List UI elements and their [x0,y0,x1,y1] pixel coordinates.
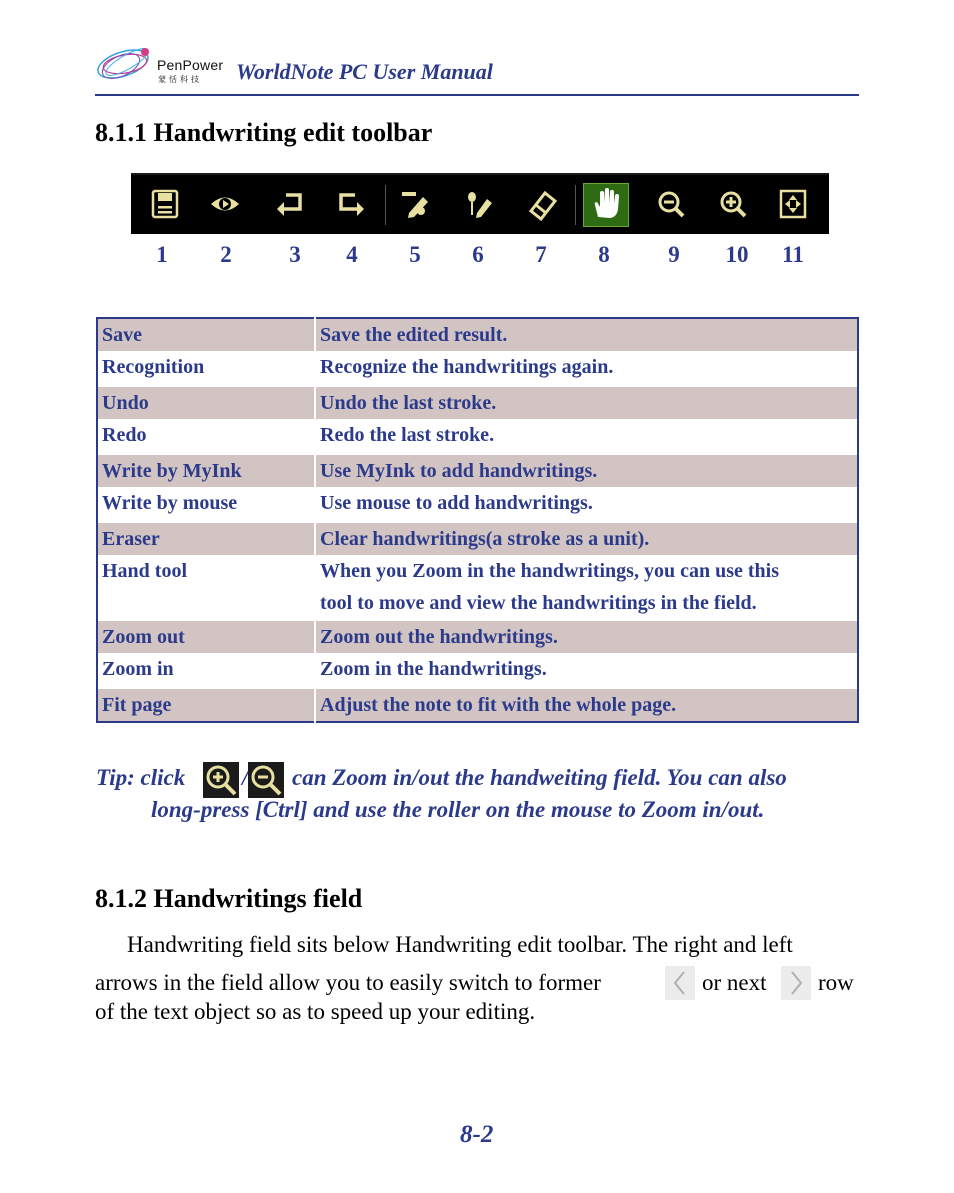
tool-description: Recognize the handwritings again. [320,356,614,378]
table-row [97,455,858,487]
tip-line-2: long-press [Ctrl] and use the roller on the mouse to Zoom in/out. [151,797,765,822]
tool-name: Write by mouse [97,487,315,523]
tool-name: Eraser [97,523,315,555]
zoom-out-icon [655,187,687,221]
tool-description: Zoom in the handwritings. [320,658,547,680]
toolbar-number-3: 3 [289,242,301,267]
penpower-swirl-icon [95,42,157,88]
penpower-logo [95,42,235,88]
tool-name: Undo [97,387,315,419]
toolbar-number-10: 10 [725,242,749,267]
body-text-line: Handwriting field sits below Handwriting edit toolbar. The right and left [127,932,793,957]
table-row [97,419,858,455]
body-text-fragment: or next [702,970,767,995]
toolbar-number-2: 2 [220,242,232,267]
toolbar-separator [575,185,576,225]
tool-description: Clear handwritings(a stroke as a unit). [315,523,858,555]
manual-title: WorldNote PC User Manual [236,59,493,84]
left-arrow-icon [665,966,695,1000]
brand-name: PenPower [157,57,224,73]
page-header [95,40,859,96]
tool-description-line: When you Zoom in the handwritings, you can use this [320,560,779,582]
section-title-toolbar: 8.1.1 Handwriting edit toolbar [95,118,433,147]
tool-description: Use mouse to add handwritings. [320,492,593,514]
body-text-line: arrows in the field allow you to easily switch to former [95,970,601,995]
eraser-icon [527,187,559,221]
tool-description: Save the edited result. [315,318,858,351]
tool-description-line: tool to move and view the handwritings in the field. [320,592,757,614]
toolbar-number-7: 7 [535,242,547,267]
toolbar-number-9: 9 [668,242,680,267]
toolbar-number-5: 5 [409,242,421,267]
table-row [97,318,858,351]
tool-description: Use MyInk to add handwritings. [315,455,858,487]
tool-name: Zoom out [97,621,315,653]
toolbar-number-11: 11 [782,242,804,267]
write-by-myink-icon [399,187,431,221]
tool-name: Hand tool [97,555,315,621]
redo-icon [335,187,367,221]
tip-prefix: Tip: click [96,765,186,790]
table-row [97,555,858,621]
toolbar-description-table [96,317,859,723]
fit-page-icon [777,187,809,221]
tool-name: Redo [97,419,315,455]
toolbar-number-6: 6 [472,242,484,267]
brand-sub: 蒙恬科技 [158,75,202,84]
save-icon [149,187,181,221]
tool-description: Zoom out the handwritings. [315,621,858,653]
body-text-line: of the text object so as to speed up your editing. [95,999,536,1024]
tool-name: Fit page [97,689,315,722]
table-row [97,351,858,387]
zoom-in-icon [203,762,239,798]
hand-tool-icon [590,187,622,221]
table-row [97,487,858,523]
recognition-icon [209,187,241,221]
tool-name: Recognition [97,351,315,387]
tool-name: Save [97,318,315,351]
zoom-out-icon [248,762,284,798]
tool-description [315,555,858,621]
body-text-fragment: row [818,970,854,995]
tip-slash: / [242,765,249,790]
page-number: 8-2 [460,1121,494,1148]
tool-name: Write by MyInk [97,455,315,487]
tool-description: Redo the last stroke. [320,424,495,446]
handwriting-edit-toolbar [131,173,829,234]
table-row [97,689,858,722]
table-row [97,387,858,419]
undo-icon [274,187,306,221]
tool-description: Undo the last stroke. [315,387,858,419]
write-by-mouse-icon [463,187,495,221]
toolbar-number-1: 1 [156,242,168,267]
toolbar-number-4: 4 [346,242,358,267]
section-title-field: 8.1.2 Handwritings field [95,884,363,913]
right-arrow-icon [781,966,811,1000]
table-row [97,523,858,555]
toolbar-number-8: 8 [598,242,610,267]
tool-name: Zoom in [97,653,315,689]
toolbar-separator [385,185,386,225]
tool-description: Adjust the note to fit with the whole page. [315,689,858,722]
zoom-in-icon [717,187,749,221]
table-row [97,621,858,653]
tip-text: can Zoom in/out the handweiting field. You can also [292,765,787,790]
table-row [97,653,858,689]
